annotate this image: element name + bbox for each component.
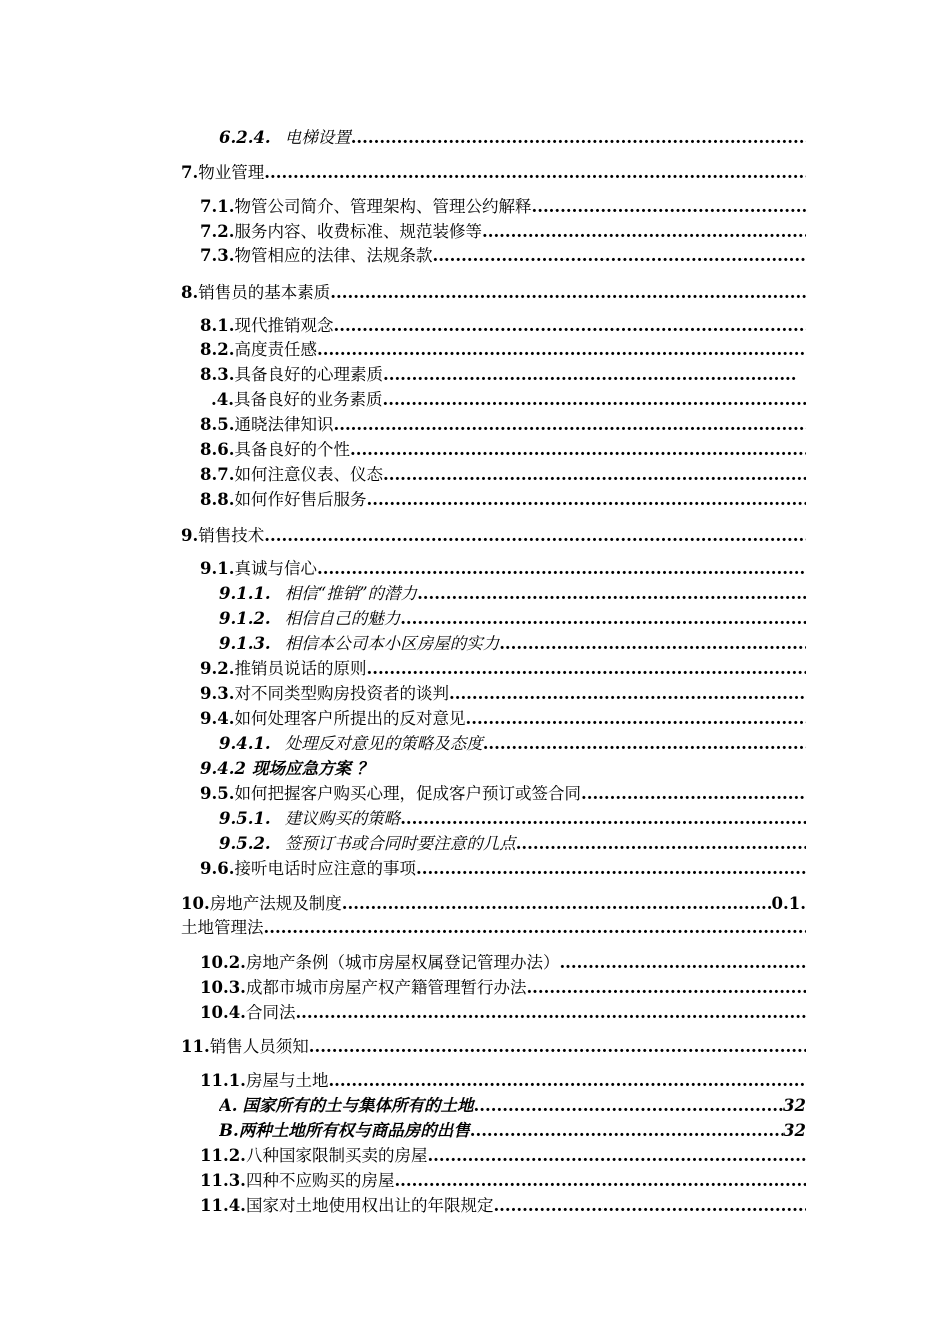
dot-leader (394, 1169, 806, 1193)
toc-title: 物业管理 (198, 163, 265, 182)
toc-entry[interactable] (200, 682, 806, 706)
toc-title: 成都市城市房屋产权产籍管理暂行办法 (245, 978, 527, 997)
toc-number: 6.2.4. (219, 128, 271, 147)
dot-leader (449, 682, 806, 706)
dot-leader (382, 388, 806, 412)
toc-title: 真诚与信心 (234, 559, 317, 578)
toc-entry[interactable] (200, 1001, 806, 1025)
toc-entry[interactable] (200, 976, 806, 1000)
toc-title: 合同法 (245, 1003, 296, 1022)
toc-entry[interactable] (200, 338, 806, 362)
dot-leader (465, 707, 806, 731)
toc-number: 9.4.2 (200, 759, 246, 778)
dot-leader (531, 195, 806, 219)
toc-entry[interactable] (181, 281, 806, 305)
toc-entry[interactable] (200, 951, 806, 975)
toc-number: 8.5. (200, 415, 235, 434)
toc-title: 相信“推销”的潜力 (284, 584, 418, 603)
toc-title: 具备良好的个性 (234, 440, 350, 459)
toc-title: 具备良好的业务素质 (233, 390, 383, 409)
toc-entry[interactable] (200, 438, 806, 462)
toc-number: 9.6. (200, 859, 235, 878)
dot-leader (400, 607, 806, 631)
toc-title: 国家对土地使用权出让的年限规定 (245, 1196, 494, 1215)
toc-entry[interactable] (181, 1035, 806, 1059)
toc-entry[interactable] (181, 524, 806, 548)
toc-number: 11.4. (200, 1196, 246, 1215)
dot-leader (366, 488, 806, 512)
toc-entry[interactable] (200, 657, 806, 681)
dot-leader (416, 857, 806, 881)
toc-number: 10. (181, 894, 210, 913)
toc-entry[interactable] (200, 1169, 806, 1193)
toc-number: 7. (181, 163, 199, 182)
toc-number: B. (219, 1121, 239, 1140)
toc-number: 9.1.3. (219, 634, 271, 653)
toc-number: 9.5.2. (219, 834, 271, 853)
toc-number: 8.2. (200, 340, 235, 359)
toc-number: 9. (181, 526, 199, 545)
toc-entry[interactable] (200, 757, 500, 781)
toc-title: 八种国家限制买卖的房屋 (245, 1146, 428, 1165)
toc-number: 9.5. (200, 784, 235, 803)
toc-number: 7.3. (200, 246, 235, 265)
toc-entry[interactable] (200, 1069, 806, 1093)
dot-leader (383, 363, 796, 387)
toc-title: 相信自己的魅力 (284, 609, 401, 628)
toc-entry[interactable] (181, 161, 806, 185)
dot-leader (427, 1144, 806, 1168)
toc-entry[interactable] (200, 363, 796, 387)
dot-leader (350, 438, 806, 462)
toc-entry[interactable] (219, 1119, 806, 1143)
toc-title: 具备良好的心理素质 (234, 365, 383, 384)
dot-leader (309, 1035, 806, 1059)
toc-entry[interactable] (200, 463, 806, 487)
dot-leader (581, 782, 806, 806)
toc-title: 物管公司简介、管理架构、管理公约解释 (234, 197, 532, 216)
dot-leader (317, 557, 806, 581)
toc-title: 处理反对意见的策略及态度 (284, 734, 483, 753)
dot-leader (417, 582, 806, 606)
toc-number: 9.3. (200, 684, 235, 703)
dot-leader (342, 892, 772, 916)
dot-leader (366, 657, 806, 681)
toc-title: 土地管理法 (181, 918, 264, 937)
toc-entry[interactable] (181, 892, 806, 916)
dot-leader (526, 976, 806, 1000)
toc-entry[interactable] (219, 832, 806, 856)
page-number: 0.1. (771, 894, 806, 913)
toc-title: 签预订书或合同时要注意的几点 (284, 834, 516, 853)
dot-leader (330, 281, 806, 305)
toc-title: 销售员的基本素质 (198, 283, 331, 302)
dot-leader (474, 1094, 783, 1118)
toc-number: 11.1. (200, 1071, 246, 1090)
toc-title: 电梯设置 (284, 128, 351, 147)
toc-entry[interactable] (200, 244, 806, 268)
toc-number: 9.1.2. (219, 609, 271, 628)
toc-number: 8.7. (200, 465, 235, 484)
dot-leader (264, 916, 807, 940)
toc-entry[interactable] (200, 857, 806, 881)
toc-title: 建议购买的策略 (284, 809, 401, 828)
toc-entry[interactable] (219, 632, 806, 656)
toc-number: 8.8. (200, 490, 235, 509)
dot-leader (483, 732, 806, 756)
dot-leader (295, 1001, 806, 1025)
toc-number: 10.4. (200, 1003, 246, 1022)
dot-leader (317, 338, 806, 362)
toc-title: 服务内容、收费标准、规范装修等 (234, 222, 482, 241)
toc-number: 9.1. (200, 559, 235, 578)
toc-title: 通晓法律知识 (234, 415, 334, 434)
toc-number: 9.1.1. (219, 584, 271, 603)
toc-title: 两种土地所有权与商品房的出售 (238, 1121, 470, 1140)
dot-leader (264, 524, 806, 548)
toc-number: 9.2. (200, 659, 235, 678)
dot-leader (499, 632, 806, 656)
toc-number: 8.3. (200, 365, 235, 384)
toc-title: 房地产条例（城市房屋权属登记管理办法） (245, 953, 560, 972)
toc-title: 现代推销观念 (234, 316, 334, 335)
toc-number: 11. (181, 1037, 210, 1056)
toc-title: 接听电话时应注意的事项 (234, 859, 416, 878)
toc-title: 对不同类型购房投资者的谈判 (234, 684, 449, 703)
toc-entry[interactable] (200, 195, 806, 219)
dot-leader (328, 1069, 806, 1093)
toc-number: A. (219, 1096, 238, 1115)
toc-title: 国家所有的土与集体所有的土地 (242, 1096, 474, 1115)
toc-number: 8. (181, 283, 199, 302)
toc-entry[interactable] (200, 314, 806, 338)
toc-title: 销售人员须知 (209, 1037, 309, 1056)
dot-leader (264, 161, 806, 185)
toc-title: 推销员说话的原则 (234, 659, 367, 678)
dot-leader (383, 463, 806, 487)
toc-number: 11.2. (200, 1146, 246, 1165)
toc-entry[interactable] (219, 1094, 806, 1118)
toc-entry[interactable] (219, 732, 806, 756)
toc-number: 8.6. (200, 440, 235, 459)
page-number: 32 (783, 1121, 806, 1140)
dot-leader (516, 832, 806, 856)
toc-entry[interactable] (219, 807, 806, 831)
toc-entry[interactable] (200, 1144, 806, 1168)
toc-entry[interactable] (200, 1194, 806, 1218)
toc-entry[interactable] (200, 413, 806, 437)
toc-title: 如何把握客户购买心理，促成客户预订或签合同 (234, 784, 581, 803)
toc-title: 相信本公司本小区房屋的实力 (284, 634, 500, 653)
toc-number: 9.4. (200, 709, 235, 728)
page-number: 32 (783, 1096, 806, 1115)
dot-leader (333, 314, 806, 338)
dot-leader (493, 1194, 806, 1218)
toc-entry[interactable] (200, 707, 806, 731)
toc-title: 物管相应的法律、法规条款 (234, 246, 433, 265)
toc-title: 销售技术 (198, 526, 265, 545)
toc-title: 如何处理客户所提出的反对意见 (234, 709, 466, 728)
dot-leader (351, 126, 806, 150)
toc-number: 7.2. (200, 222, 235, 241)
toc-entry[interactable] (200, 220, 806, 244)
toc-number: 11.3. (200, 1171, 246, 1190)
toc-entry[interactable] (219, 582, 806, 606)
toc-entry[interactable] (219, 607, 806, 631)
toc-number: 9.4.1. (219, 734, 271, 753)
toc-number: 10.2. (200, 953, 246, 972)
toc-entry[interactable] (181, 916, 806, 940)
toc-title: 如何作好售后服务 (234, 490, 367, 509)
dot-leader (482, 220, 806, 244)
toc-number: 7.1. (200, 197, 235, 216)
toc-title: 房地产法规及制度 (209, 894, 342, 913)
toc-number: .4. (211, 390, 234, 409)
dot-leader (432, 244, 806, 268)
toc-entry[interactable] (200, 557, 806, 581)
toc-title: 高度责任感 (234, 340, 317, 359)
dot-leader (559, 951, 806, 975)
toc-title: 如何注意仪表、仪态 (234, 465, 383, 484)
toc-title: 四种不应购买的房屋 (245, 1171, 395, 1190)
toc-entry[interactable] (200, 488, 806, 512)
toc-number: 10.3. (200, 978, 246, 997)
toc-entry[interactable] (211, 388, 806, 412)
toc-title: 房屋与土地 (245, 1071, 329, 1090)
toc-number: 8.1. (200, 316, 235, 335)
toc-entry[interactable] (200, 782, 806, 806)
dot-leader (470, 1119, 783, 1143)
toc-number: 9.5.1. (219, 809, 271, 828)
toc-title: 现场应急方案 ？ (251, 759, 374, 778)
dot-leader (400, 807, 806, 831)
dot-leader (333, 413, 806, 437)
toc-entry[interactable] (219, 126, 806, 150)
